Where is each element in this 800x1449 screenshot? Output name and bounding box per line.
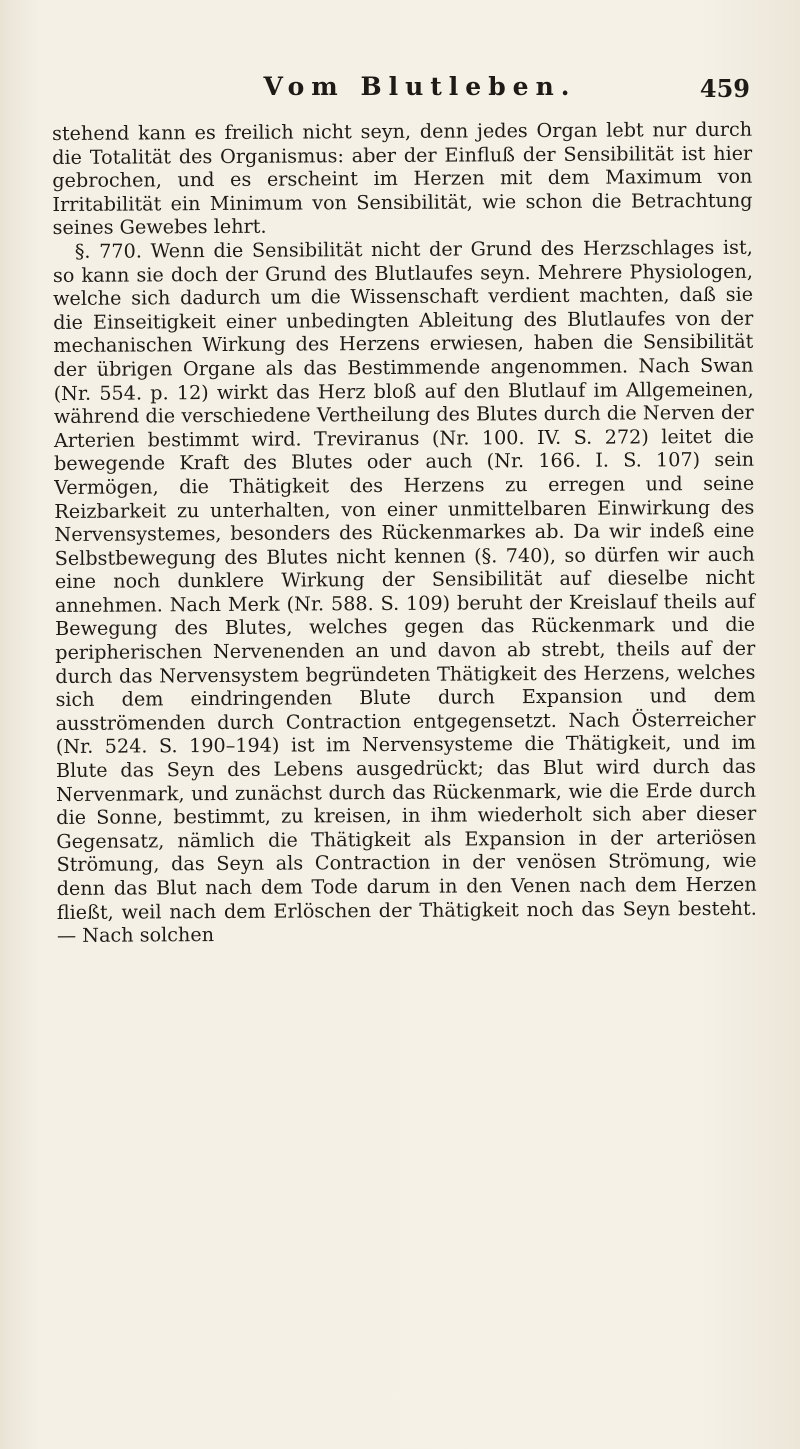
- running-title: Vom Blutleben.: [263, 72, 577, 101]
- paragraph-continuation: stehend kann es freilich nicht seyn, denn jedes Organ lebt nur durch die Totalität des Organismus: aber der Einfluß der Sensibilität ist hier gebrochen, und es erscheint im Herzen mit dem Maximum von Irritabilität ein Minimum von Sensibilität, wie schon die Betrachtung seines Gewebes lehrt.: [52, 117, 753, 240]
- page-header: [90, 72, 750, 112]
- paragraph-section-770: §. 770. Wenn die Sensibilität nicht der Grund des Herzschlages ist, so kann sie doch der Grund des Blutlaufes seyn. Mehrere Physiologen, welche sich dadurch um die Wissenschaft verdient machten, daß sie die Einseitigkeit einer unbedingten Ableitung des Blutlaufes von der mechanischen Wirkung des Herzens erwiesen, haben die Sensibilität der übrigen Organe als das Bestimmende angenommen. Nach Swan (Nr. 554. p. 12) wirkt das Herz bloß auf den Blutlauf im Allgemeinen, während die verschiedene Vertheilung des Blutes durch die Nerven der Arterien bestimmt wird. Treviranus (Nr. 100. IV. S. 272) leitet die bewegende Kraft des Blutes oder auch (Nr. 166. I. S. 107) sein Vermögen, die Thätigkeit des Herzens zu erregen und seine Reizbarkeit zu unterhalten, von einer unmittelbaren Einwirkung des Nervensystemes, besonders des Rückenmarkes ab. Da wir indeß eine Selbstbewegung des Blutes nicht kennen (§. 740), so dürfen wir auch eine noch dunklere Wirkung der Sensibilität auf dieselbe nicht annehmen. Nach Merk (Nr. 588. S. 109) beruht der Kreislauf theils auf Bewegung des Blutes, welches gegen das Rückenmark und die peripherischen Nervenenden an und davon ab strebt, theils auf der durch das Nervensystem begründeten Thätigkeit des Herzens, welches sich dem eindringenden Blute durch Expansion und dem ausströmenden durch Contraction entgegensetzt. Nach Österreicher (Nr. 524. S. 190–194) ist im Nervensysteme die Thätigkeit, und im Blute das Seyn des Lebens ausgedrückt; das Blut wird durch das Nervenmark, und zunächst durch das Rückenmark, wie die Erde durch die Sonne, bestimmt, zu kreisen, in ihm wiederholt sich aber dieser Gegensatz, nämlich die Thätigkeit als Expansion in der arteriösen Strömung, das Seyn als Contraction in der venösen Strömung, wie denn das Blut nach dem Tode darum in den Venen nach dem Herzen fließt, weil nach dem Erlöschen der Thätigkeit noch das Seyn besteht. — Nach solchen: [52, 235, 757, 948]
- page-number: 459: [699, 74, 750, 103]
- body-text: [52, 118, 757, 948]
